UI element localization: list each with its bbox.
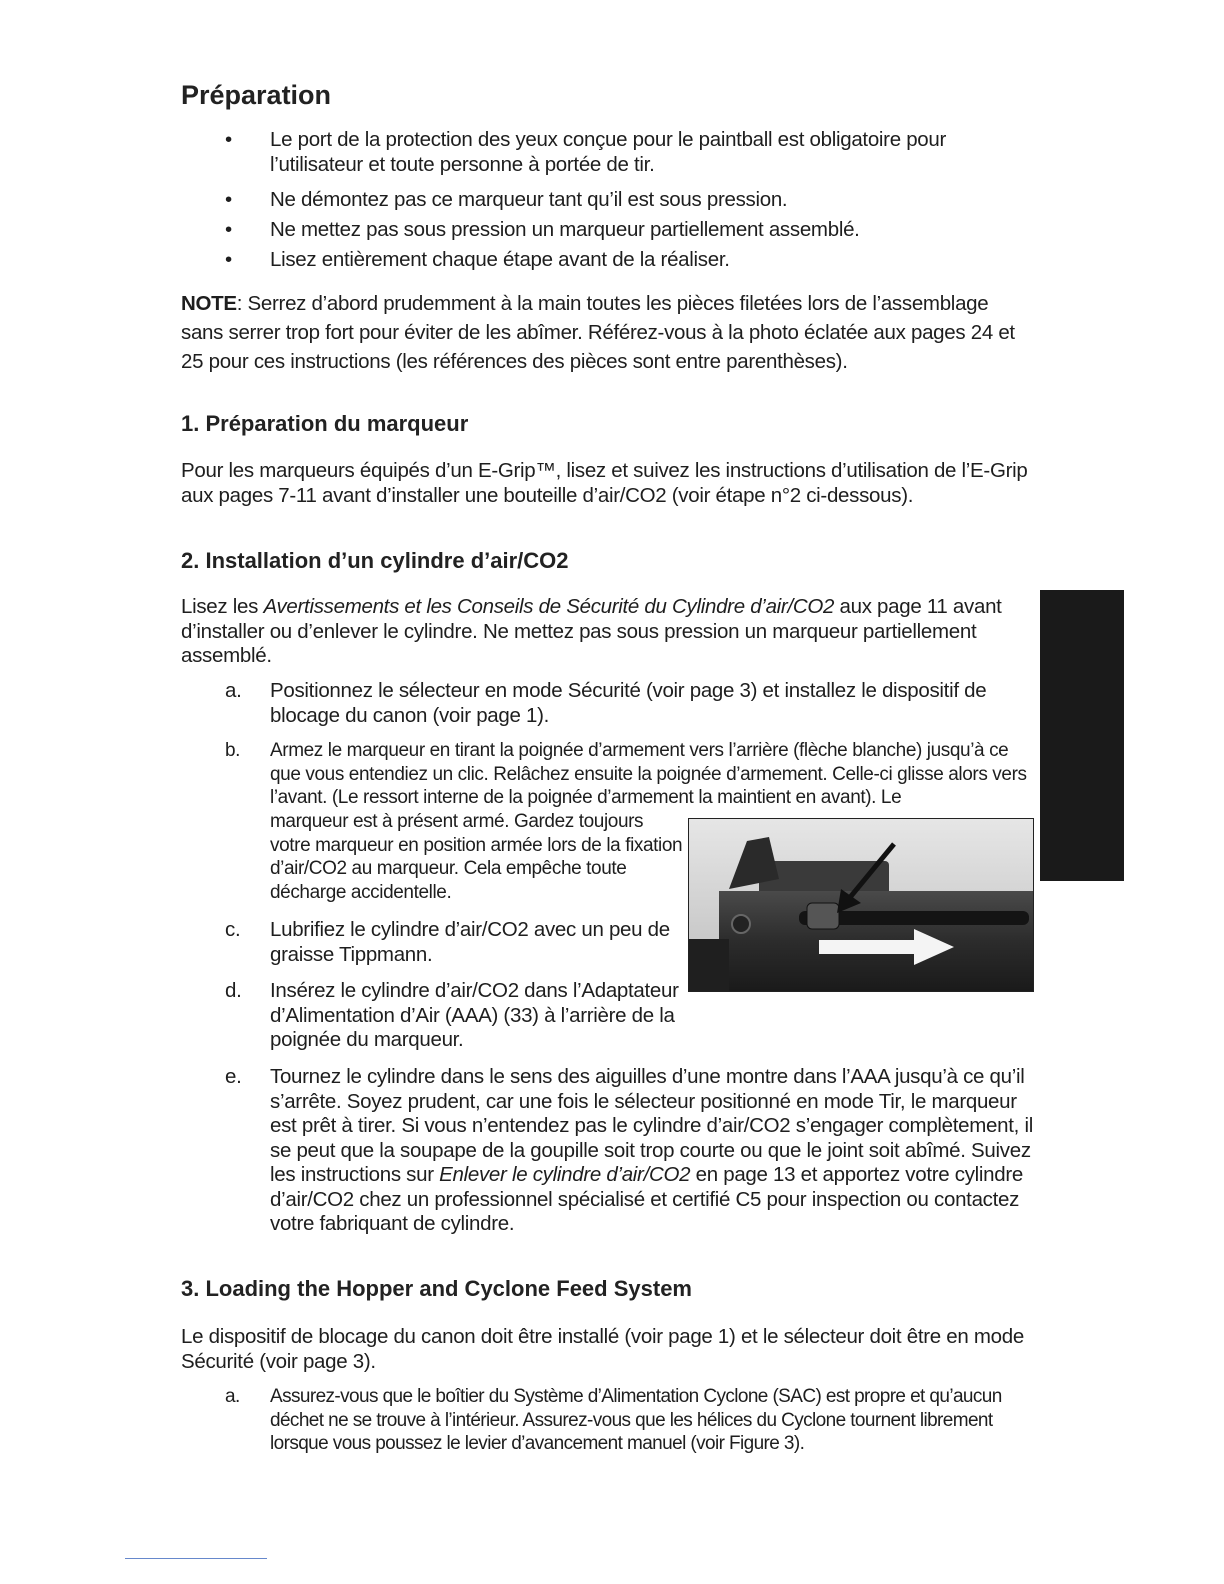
section-heading: 2. Installation d’un cylindre d’air/CO2 <box>181 548 569 573</box>
list-item <box>225 218 1035 243</box>
intro-text: aux page 11 avant d’installer ou d’enlever le cylindre. Ne mettez pas sous pression un marqueur partiellement assemblé. <box>181 595 1002 667</box>
cocking-handle <box>807 903 839 929</box>
list-item <box>225 679 1035 728</box>
step-text-part: Tournez le cylindre dans le sens des aiguilles d’une montre dans l’AAA jusqu’à ce qu’il s’arrête. Soyez prudent, car une fois le sélecteur positionné en mode Tir, le marqueur est prêt à tirer. Si vous n’entendez pas le cylindre d’air/CO2 s’engager complètement, il se peut que la soupape de la goupille soit trop courte ou que le joint soit abîmé. Suivez les instructions sur <box>270 1065 1033 1186</box>
list-item <box>225 918 685 967</box>
list-item <box>225 1065 1035 1237</box>
step-text <box>270 1065 1035 1237</box>
bullet-text: Lisez entièrement chaque étape avant de la réaliser. <box>270 248 730 271</box>
intro-italic: Avertissements et les Conseils de Sécurité du Cylindre d’air/CO2 <box>263 595 835 618</box>
section-paragraph: Le dispositif de blocage du canon doit être installé (voir page 1) et le sélecteur doit être en mode Sécurité (voir page 3). <box>181 1325 1024 1373</box>
section-heading: 3. Loading the Hopper and Cyclone Feed System <box>181 1276 692 1301</box>
bullet-text: Ne démontez pas ce marqueur tant qu’il est sous pression. <box>270 188 788 211</box>
note-text: : Serrez d’abord prudemment à la main toutes les pièces filetées lors de l’assemblage sans serrer trop fort pour éviter de les abîmer. Référez-vous à la photo éclatée aux pages 24 et 25 pour ces instructions (les références des pièces sont entre parenthèses). <box>181 292 1015 373</box>
step-marker: b. <box>225 740 241 761</box>
step-marker: a. <box>225 1386 240 1407</box>
note-paragraph <box>181 289 1031 376</box>
step-text-italic: Enlever le cylindre d’air/CO2 <box>439 1163 691 1186</box>
list-item <box>225 128 1035 177</box>
section-paragraph: Pour les marqueurs équipés d’un E-Grip™, lisez et suivez les instructions d’utilisation de l’E-Grip aux pages 7-11 avant d’installer une bouteille d’air/CO2 (voir étape n°2 ci-dessous). <box>181 459 1028 507</box>
section-heading: 1. Préparation du marqueur <box>181 411 469 436</box>
bullet-marker: • <box>225 218 232 241</box>
footer-rule <box>125 1558 267 1559</box>
step-marker: c. <box>225 918 241 941</box>
receiver-screw <box>732 915 750 933</box>
step-marker: a. <box>225 679 242 702</box>
bullet-text: Ne mettez pas sous pression un marqueur partiellement assemblé. <box>270 218 860 241</box>
bullet-text: Le port de la protection des yeux conçue pour le paintball est obligatoire pour l’utilisateur et toute personne à portée de tir. <box>270 128 947 176</box>
step-text: Armez le marqueur en tirant la poignée d’armement vers l’arrière (flèche blanche) jusqu’à ce que vous entendiez un clic. Relâchez ensuite la poignée d’armement. Celle-ci glisse alors vers l’avant. (Le ressort interne de la poignée d’armement la maintient en avant). Le <box>270 740 1027 808</box>
marker-illustration <box>689 819 1033 991</box>
step-text: Assurez-vous que le boîtier du Système d’Alimentation Cyclone (SAC) est propre et qu’aucun déchet ne se trouve à l’intérieur. Assurez-vous que les hélices du Cyclone tournent librement lorsque vous poussez le levier d’avancement manuel (voir Figure 3). <box>270 1386 1002 1454</box>
list-item <box>225 188 1035 213</box>
section-paragraph <box>181 595 1031 669</box>
bullet-marker: • <box>225 128 232 151</box>
note-label: NOTE <box>181 292 237 315</box>
bullet-marker: • <box>225 248 232 271</box>
step-marker: e. <box>225 1065 242 1088</box>
list-item <box>225 248 1035 273</box>
list-item <box>225 979 685 1053</box>
chapter-tab <box>1040 590 1124 881</box>
rear-cap <box>689 939 729 991</box>
list-item <box>225 1385 1035 1456</box>
page-title: Préparation <box>181 80 332 110</box>
step-text: Positionnez le sélecteur en mode Sécurité (voir page 3) et installez le dispositif de blocage du canon (voir page 1). <box>270 679 987 727</box>
list-item-continued <box>225 810 685 904</box>
step-text: Lubrifiez le cylindre d’air/CO2 avec un peu de graisse Tippmann. <box>270 918 670 966</box>
marker-cocking-photo <box>688 818 1034 992</box>
intro-text: Lisez les <box>181 595 264 618</box>
list-item <box>225 739 1035 810</box>
direction-arrow-shaft <box>819 940 917 954</box>
step-marker: d. <box>225 979 242 1002</box>
step-text: Insérez le cylindre d’air/CO2 dans l’Adaptateur d’Alimentation d’Air (AAA) (33) à l’arrière de la poignée du marqueur. <box>270 979 679 1051</box>
step-text-part: en page 13 et apportez votre cylindre d’air/CO2 chez un professionnel spécialisé et certifié C5 pour inspection ou contactez votre fabriquant de cylindre. <box>270 1163 1024 1235</box>
bullet-marker: • <box>225 188 232 211</box>
step-text: marqueur est à présent armé. Gardez toujours votre marqueur en position armée lors de la fixation d’air/CO2 au marqueur. Cela empêche toute décharge accidentelle. <box>270 811 683 903</box>
